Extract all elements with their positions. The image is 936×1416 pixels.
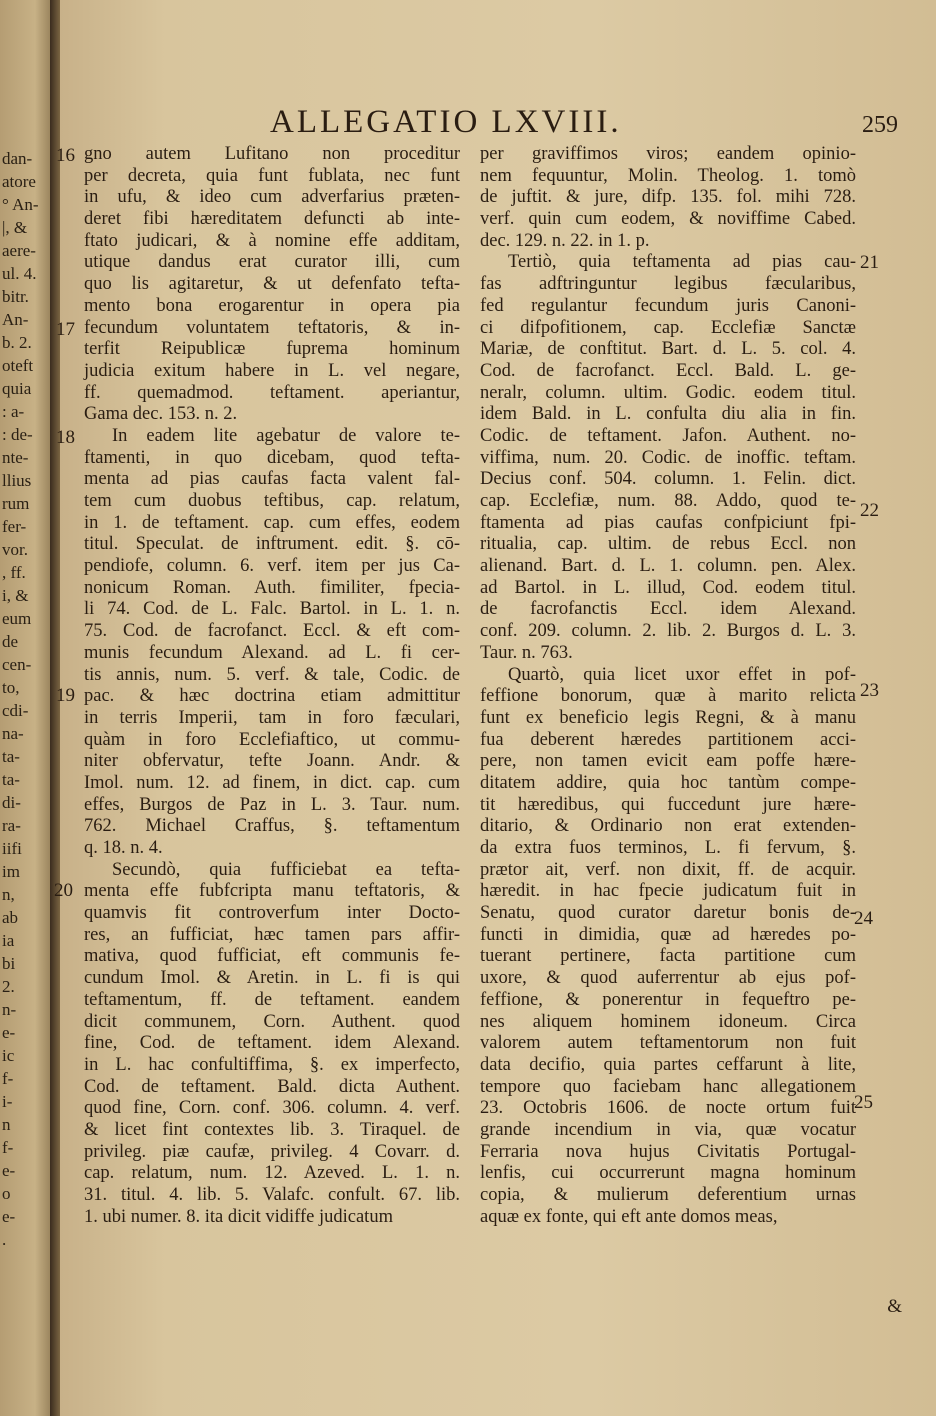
previous-page-fragment: ° An- bbox=[2, 195, 39, 214]
text-line: tit hæredibus, qui fuccedunt jure hære- bbox=[480, 794, 856, 815]
text-line: mento bona erogarentur in opera pia bbox=[84, 295, 460, 316]
text-line: terfit Reipublicæ fuprema hominum bbox=[84, 339, 460, 360]
text-line: per decreta, quia funt fublata, nec funt bbox=[84, 165, 460, 186]
text-line: Ferraria nova hujus Civitatis Portugal- bbox=[480, 1141, 856, 1162]
previous-page-fragment: oteft bbox=[2, 356, 34, 375]
text-line: Mariæ, de conftitut. Bart. d. L. 5. col. 4. bbox=[480, 339, 856, 360]
text-line: Secundò, quia fufficiebat ea tefta- bbox=[112, 859, 460, 880]
book-gutter bbox=[50, 0, 60, 1416]
text-line: ci difpofitionem, cap. Ecclefiæ Sanctæ bbox=[480, 317, 856, 338]
text-line: 75. Cod. de facrofanct. Eccl. & eft com- bbox=[84, 621, 460, 642]
right-column bbox=[480, 144, 856, 1228]
text-line: tis annis, num. 5. verf. & tale, Codic. de bbox=[84, 664, 460, 685]
text-line: cundum Imol. & Aretin. in L. fi is qui bbox=[84, 968, 460, 989]
previous-page-fragment: An- bbox=[2, 310, 29, 329]
margin-number: 21 bbox=[860, 252, 879, 273]
text-line: conf. 209. column. 2. lib. 2. Burgos d. L. 3. bbox=[480, 621, 856, 642]
text-line: feffione bonorum, quæ à marito relicta bbox=[480, 686, 856, 707]
text-line: fine, Cod. de teftament. idem Alexand. bbox=[84, 1033, 460, 1054]
margin-number: 25 bbox=[854, 1092, 873, 1113]
text-line: quo lis agitaretur, & ut defenfato tefta- bbox=[84, 274, 460, 295]
text-line: ftato judicari, & à nomine effe additam, bbox=[84, 230, 460, 251]
previous-page-fragment: b. 2. bbox=[2, 333, 32, 352]
text-line: da extra fuos terminos, L. fi fervum, §. bbox=[480, 838, 856, 858]
text-line: Taur. n. 763. bbox=[480, 642, 573, 663]
previous-page-fragment: e- bbox=[2, 1023, 16, 1042]
margin-number: 22 bbox=[860, 500, 879, 521]
text-line: hæredit. in hac fpecie judicatum fuit in bbox=[480, 881, 856, 902]
catchword: & bbox=[887, 1296, 902, 1317]
previous-page-fragment: e- bbox=[2, 1207, 16, 1226]
previous-page-fragment: de bbox=[2, 632, 19, 651]
text-line: fed regulantur fecundum juris Canoni- bbox=[480, 295, 856, 316]
previous-page-fragment: rum bbox=[2, 494, 30, 513]
previous-page-fragment: im bbox=[2, 862, 20, 881]
previous-page-fragment: f- bbox=[2, 1138, 14, 1157]
text-line: lenfis, cui occurrerunt magna hominum bbox=[480, 1163, 856, 1184]
text-line: privileg. piæ caufæ, privileg. 4 Covarr. d. bbox=[84, 1141, 460, 1162]
text-line: funt ex beneficio legis Regni, & à manu bbox=[480, 707, 856, 728]
text-line: Senatu, quod curator daretur bonis de- bbox=[480, 903, 856, 924]
text-line: functi in dimidia, quæ ad hæredes po- bbox=[480, 924, 856, 945]
text-line: fecundum voluntatem teftatoris, & in- bbox=[84, 317, 460, 338]
text-line: ad Bartol. in L. illud, Cod. eodem titul. bbox=[480, 577, 856, 598]
text-line: quamvis fit controverfum inter Docto- bbox=[84, 903, 460, 924]
text-line: in 1. de teftament. cap. cum effes, eodem bbox=[84, 512, 460, 533]
text-line: In eadem lite agebatur de valore te- bbox=[112, 425, 460, 446]
text-line: gno autem Lufitano non proceditur bbox=[84, 144, 460, 164]
previous-page-fragment: aere- bbox=[2, 241, 36, 260]
text-line: tempore quo faciebam hanc allegationem bbox=[480, 1076, 856, 1097]
previous-page-fragment: di- bbox=[2, 793, 21, 812]
previous-page-fragment: i, & bbox=[2, 586, 29, 605]
text-line: 23. Octobris 1606. de nocte ortum fuit bbox=[480, 1098, 856, 1119]
text-line: Quartò, quia licet uxor effet in pof- bbox=[508, 664, 856, 685]
text-line: q. 18. n. 4. bbox=[84, 838, 163, 858]
text-line: in ufu, & ideo cum adverfarius præten- bbox=[84, 187, 460, 208]
previous-page-fragment: ic bbox=[2, 1046, 15, 1065]
text-line: Decius conf. 504. column. 1. Felin. dict. bbox=[480, 469, 856, 490]
previous-page-fragment: ul. 4. bbox=[2, 264, 37, 283]
running-title: ALLEGATIO LXVIII. bbox=[270, 104, 622, 140]
left-column bbox=[84, 144, 460, 1228]
previous-page-fragment: ta- bbox=[2, 747, 20, 766]
text-line: alienand. Bart. d. L. 1. column. pen. Alex. bbox=[480, 556, 856, 577]
previous-page-fragment: to, bbox=[2, 678, 20, 697]
previous-page-fragment: dan- bbox=[2, 149, 33, 168]
text-line: aquæ ex fonte, qui eft ante domos meas, bbox=[480, 1206, 778, 1227]
text-line: menta effe fubfcripta manu teftatoris, & bbox=[84, 881, 460, 902]
previous-page-fragment: fer- bbox=[2, 517, 27, 536]
margin-number: 16 bbox=[56, 145, 75, 166]
text-line: 1. ubi numer. 8. ita dicit vidiffe judicatum bbox=[84, 1206, 393, 1227]
text-line: deret fibi hæreditatem defuncti ab inte- bbox=[84, 209, 460, 230]
text-line: ditatem addire, quia hoc tantùm compe- bbox=[480, 772, 856, 793]
previous-page-fragment: n, bbox=[2, 885, 15, 904]
previous-page-fragment: f- bbox=[2, 1069, 14, 1088]
text-line: effes, Burgos de Paz in L. 3. Taur. num. bbox=[84, 794, 460, 815]
previous-page-fragment: ia bbox=[2, 931, 15, 950]
text-line: data decifio, quia partes ceffarunt à lite, bbox=[480, 1054, 856, 1075]
text-line: quàm in foro Ecclefiaftico, ut commu- bbox=[84, 729, 460, 750]
previous-page-fragment: na- bbox=[2, 724, 24, 743]
text-line: Imol. num. 12. ad finem, in dict. cap. cum bbox=[84, 772, 460, 793]
text-line: dicit communem, Corn. Authent. quod bbox=[84, 1011, 460, 1032]
text-line: tuerant pertinere, facta partitione cum bbox=[480, 946, 856, 967]
text-line: Tertiò, quia teftamenta ad pias cau- bbox=[508, 252, 856, 273]
margin-number: 23 bbox=[860, 680, 879, 701]
previous-page-fragment: n- bbox=[2, 1000, 17, 1019]
text-line: ritualia, cap. ultim. de rebus Eccl. non bbox=[480, 534, 856, 555]
previous-page-edge bbox=[0, 0, 50, 1416]
text-line: res, an fufficiat, hæc tamen pars affir- bbox=[84, 924, 460, 945]
text-line: copia, & mulierum deferentium urnas bbox=[480, 1185, 856, 1205]
text-line: nes aliquem hominem idoneum. Circa bbox=[480, 1011, 856, 1032]
text-line: valorem autem teftamentorum non fuit bbox=[480, 1033, 856, 1054]
text-line: pendiofe, column. 6. verf. item per jus Ca- bbox=[84, 556, 460, 577]
margin-number: 19 bbox=[56, 685, 75, 706]
text-line: li 74. Cod. de L. Falc. Bartol. in L. 1. n. bbox=[84, 599, 460, 620]
text-line: ditario, & Ordinario non erat extenden- bbox=[480, 816, 856, 837]
text-line: quod fine, Corn. conf. 306. column. 4. verf. bbox=[84, 1098, 460, 1119]
text-line: prætor ait, verf. non dixit, ff. de acquir. bbox=[480, 859, 856, 880]
margin-number: 24 bbox=[854, 908, 873, 929]
previous-page-fragment: , ff. bbox=[2, 563, 26, 582]
previous-page-fragment: bitr. bbox=[2, 287, 29, 306]
text-line: dec. 129. n. 22. in 1. p. bbox=[480, 230, 650, 251]
previous-page-fragment: : de- bbox=[2, 425, 33, 444]
text-line: neralr, column. ultim. Godic. eodem titul. bbox=[480, 382, 856, 403]
previous-page-fragment: ra- bbox=[2, 816, 21, 835]
previous-page-fragment: e- bbox=[2, 1161, 16, 1180]
text-line: pac. & hæc doctrina etiam admittitur bbox=[84, 686, 460, 707]
previous-page-fragment: iifi bbox=[2, 839, 22, 858]
text-line: teftamentum, ff. de teftament. eandem bbox=[84, 989, 460, 1010]
previous-page-fragment: o bbox=[2, 1184, 11, 1203]
text-line: Codic. de teftament. Jafon. Authent. no- bbox=[480, 425, 856, 446]
previous-page-fragment: ta- bbox=[2, 770, 20, 789]
text-line: ftamenti, in quo dicebam, quod tefta- bbox=[84, 447, 460, 468]
text-line: verf. quin cum eodem, & noviffime Cabed. bbox=[480, 209, 856, 230]
text-line: fas adftringuntur legibus fæcularibus, bbox=[480, 274, 856, 295]
text-line: munis fecundum Alexand. ad L. fi cer- bbox=[84, 642, 460, 663]
text-line: in L. hac confultiffima, §. ex imperfecto, bbox=[84, 1054, 460, 1075]
previous-page-fragment: cdi- bbox=[2, 701, 29, 720]
text-line: de facrofanctis Eccl. idem Alexand. bbox=[480, 599, 856, 620]
previous-page-fragment: bi bbox=[2, 954, 16, 973]
text-line: cap. relatum, num. 12. Azeved. L. 1. n. bbox=[84, 1163, 460, 1184]
margin-number: 18 bbox=[56, 427, 75, 448]
previous-page-fragment: vor. bbox=[2, 540, 28, 559]
text-line: niter obfervatur, tefte Joann. Andr. & bbox=[84, 751, 460, 772]
text-line: Cod. de facrofanct. Eccl. Bald. L. ge- bbox=[480, 360, 856, 381]
margin-number: 20 bbox=[54, 880, 73, 901]
text-line: & licet fint contextes lib. 3. Tiraquel. de bbox=[84, 1119, 460, 1140]
text-line: menta ad pias caufas facta valent fal- bbox=[84, 469, 460, 490]
text-line: Gama dec. 153. n. 2. bbox=[84, 404, 238, 425]
previous-page-fragment: eum bbox=[2, 609, 32, 628]
text-line: pere, non tamen evicit eam poffe hære- bbox=[480, 751, 856, 772]
text-line: nonicum Roman. Auth. fimiliter, fpecia- bbox=[84, 577, 460, 598]
text-line: de juftit. & jure, difp. 135. fol. mihi 728. bbox=[480, 187, 856, 208]
previous-page-fragment: atore bbox=[2, 172, 36, 191]
previous-page-fragment: |, & bbox=[2, 218, 28, 237]
text-line: mativa, quod fufficiat, eft communis fe- bbox=[84, 946, 460, 967]
text-line: judicia exitum habere in L. vel negare, bbox=[84, 360, 460, 381]
previous-page-fragment: ab bbox=[2, 908, 19, 927]
text-line: tem cum duobus teftibus, cap. relatum, bbox=[84, 491, 460, 511]
book-page bbox=[54, 0, 936, 1416]
text-line: 31. titul. 4. lib. 5. Valafc. confult. 67. lib. bbox=[84, 1185, 460, 1205]
previous-page-fragment: i- bbox=[2, 1092, 13, 1111]
page-number: 259 bbox=[862, 112, 898, 138]
text-line: idem Bald. in L. confulta diu alia in fin. bbox=[480, 404, 856, 425]
previous-page-fragment: . bbox=[2, 1230, 7, 1249]
text-line: grande incendium in via, quæ vocatur bbox=[480, 1119, 856, 1140]
text-line: utique dandus erat curator illi, cum bbox=[84, 252, 460, 273]
text-line: uxore, & quod auferrentur ab ejus pof- bbox=[480, 968, 856, 989]
text-line: fua deberent hæredes partitionem acci- bbox=[480, 729, 856, 750]
previous-page-fragment: nte- bbox=[2, 448, 29, 467]
text-line: in terris Imperii, tam in foro fæculari, bbox=[84, 707, 460, 728]
margin-number: 17 bbox=[56, 319, 75, 340]
text-line: viffima, num. 20. Codic. de inoffic. teftam. bbox=[480, 447, 856, 468]
text-line: nem fequuntur, Molin. Theolog. 1. tomò bbox=[480, 165, 856, 186]
previous-page-fragment: cen- bbox=[2, 655, 32, 674]
text-line: 762. Michael Craffus, §. teftamentum bbox=[84, 816, 460, 837]
text-line: titul. Speculat. de inftrument. edit. §. cō- bbox=[84, 534, 460, 555]
previous-page-fragment: : a- bbox=[2, 402, 25, 421]
previous-page-fragment: n bbox=[2, 1115, 11, 1134]
text-line: per graviffimos viros; eandem opinio- bbox=[480, 144, 856, 164]
text-line: ftamenta ad pias caufas confpiciunt fpi- bbox=[480, 512, 856, 533]
previous-page-fragment: llius bbox=[2, 471, 32, 490]
text-line: feffione, & ponerentur in fequeftro pe- bbox=[480, 989, 856, 1010]
previous-page-fragment: 2. bbox=[2, 977, 15, 996]
previous-page-fragment: quia bbox=[2, 379, 32, 398]
text-line: cap. Ecclefiæ, num. 88. Addo, quod te- bbox=[480, 491, 856, 511]
text-line: Cod. de teftament. Bald. dicta Authent. bbox=[84, 1076, 460, 1097]
text-line: ff. quemadmod. teftament. aperiantur, bbox=[84, 382, 460, 403]
